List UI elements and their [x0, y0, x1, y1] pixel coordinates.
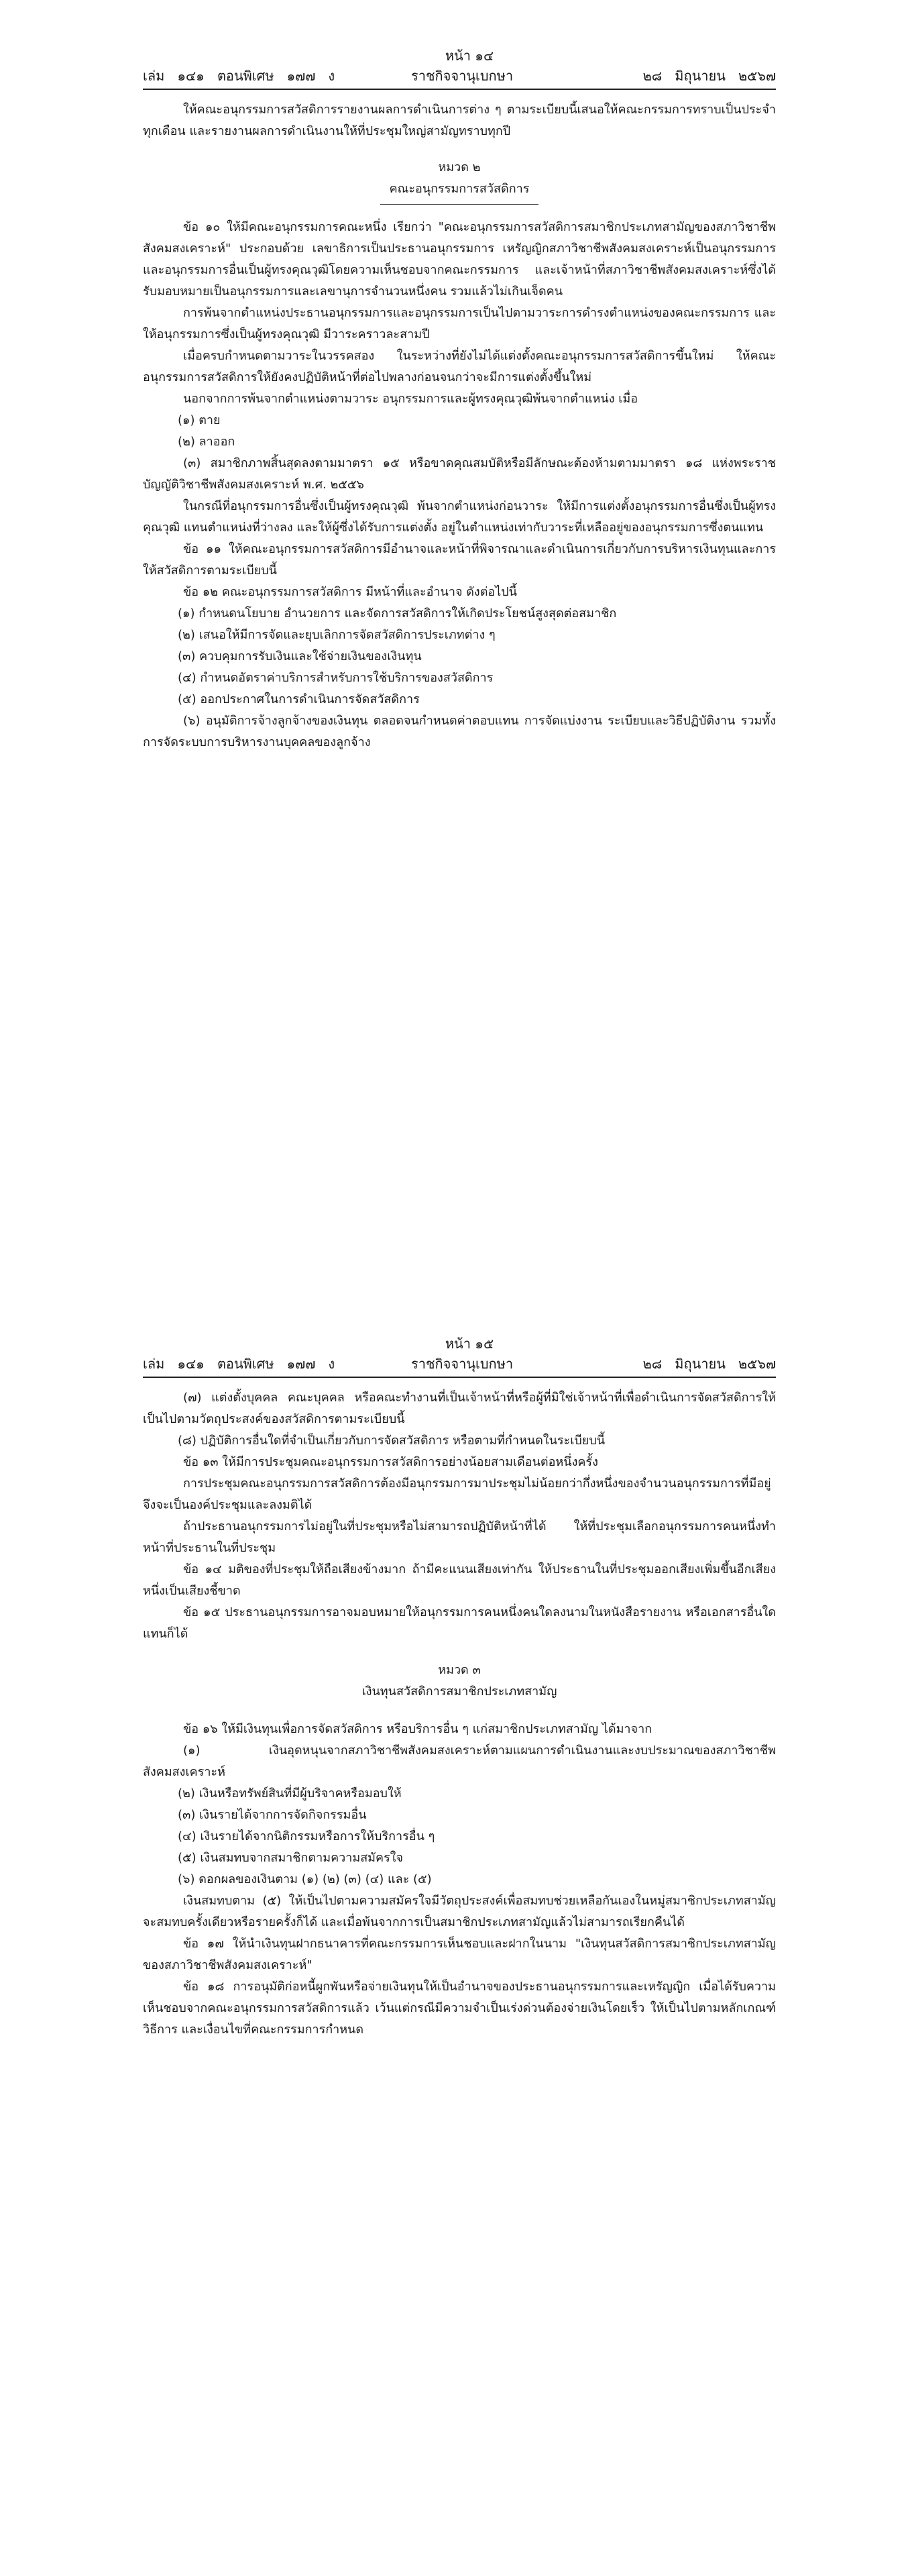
list-item: (๗) แต่งตั้งบุคคล คณะบุคคล หรือคณะทำงานที่เป็นเจ้าหน้าที่หรือผู้ที่มิใช่เจ้าหน้าที่เพื่อดำเนินการจัดสวัสดิการให้เป็นไปตามวัตถุประสงค์ของสวัสดิการตามระเบียบนี้: [143, 1391, 776, 1426]
list-item: (๖) ดอกผลของเงินตาม (๑) (๒) (๓) (๔) และ (๕): [178, 1872, 432, 1886]
page-number: หน้า ๑๔: [445, 48, 494, 64]
clause-paragraph: ข้อ ๑๖ ให้มีเงินทุนเพื่อการจัดสวัสดิการ หรือบริการอื่น ๆ แก่สมาชิกประเภทสามัญ ได้มาจาก: [183, 1722, 652, 1736]
gazette-page: [0, 1288, 910, 2576]
list-item: (๒) เงินหรือทรัพย์สินที่มีผู้บริจาคหรือมอบให้: [178, 1786, 402, 1801]
clause-paragraph: ข้อ ๑๐ ให้มีคณะอนุกรรมการคณะหนึ่ง เรียกว่า "คณะอนุกรรมการสวัสดิการสมาชิกประเภทสามัญของสภาวิชาชีพสังคมสงเคราะห์" ประกอบด้วย เลขาธิการเป็นประธานอนุกรรมการ เหรัญญิกสภาวิชาชีพสังคมสงเคราะห์เป็นอนุกรรมการ และอนุกรรมการอื่นเป็นผู้ทรงคุณวุฒิโดยความเห็นชอบจากคณะกรรมการ และเจ้าหน้าที่สภาวิชาชีพสังคมสงเคราะห์ซึ่งได้รับมอบหมายเป็นอนุกรรมการและเลขานุการจำนวนหนึ่งคน รวมแล้วไม่เกินเจ็ดคน: [143, 220, 776, 299]
clause-paragraph: ข้อ ๑๗ ให้นำเงินทุนฝากธนาคารที่คณะกรรมการเห็นชอบและฝากในนาม "เงินทุนสวัสดิการสมาชิกประเภทสามัญของสภาวิชาชีพสังคมสงเคราะห์": [143, 1937, 776, 1972]
page-body: [143, 90, 776, 753]
paragraph: ให้คณะอนุกรรมการสวัสดิการรายงานผลการดำเนินการต่าง ๆ ตามระเบียบนี้เสนอให้คณะกรรมการทราบเป็นประจำทุกเดือน และรายงานผลการดำเนินงานให้ที่ประชุมใหญ่สามัญทราบทุกปี: [143, 103, 776, 138]
paragraph: การพ้นจากตำแหน่งประธานอนุกรรมการและอนุกรรมการเป็นไปตามวาระการดำรงตำแหน่งของคณะกรรมการ และให้อนุกรรมการซึ่งเป็นผู้ทรงคุณวุฒิ มีวาระคราวละสามปี: [143, 306, 776, 341]
chapter-label: หมวด ๒: [438, 160, 481, 174]
paragraph: เงินสมทบตาม (๕) ให้เป็นไปตามความสมัครใจมีวัตถุประสงค์เพื่อสมทบช่วยเหลือกันเองในหมู่สมาชิกประเภทสามัญ จะสมทบครั้งเดียวหรือรายครั้งก็ได้ และเมื่อพ้นจากการเป็นสมาชิกประเภทสามัญแล้วไม่สามารถเรียกคืนได้: [143, 1894, 776, 1929]
list-item: (๓) เงินรายได้จากการจัดกิจกรรมอื่น: [178, 1808, 367, 1822]
clause-paragraph: ข้อ ๑๑ ให้คณะอนุกรรมการสวัสดิการมีอำนาจและหน้าที่พิจารณาและดำเนินการเกี่ยวกับการบริหารเงินทุนและการให้สวัสดิการตามระเบียบนี้: [143, 542, 776, 578]
page-body: [143, 1378, 776, 2041]
list-item: (๑) เงินอุดหนุนจากสภาวิชาชีพสังคมสงเคราะห์ตามแผนการดำเนินงานและงบประมาณของสภาวิชาชีพสังคมสงเคราะห์: [143, 1743, 776, 1779]
list-item: (๒) ลาออก: [178, 435, 235, 449]
list-item: (๘) ปฏิบัติการอื่นใดที่จำเป็นเกี่ยวกับการจัดสวัสดิการ หรือตามที่กำหนดในระเบียบนี้: [178, 1434, 606, 1448]
paragraph: นอกจากการพ้นจากตำแหน่งตามวาระ อนุกรรมการและผู้ทรงคุณวุฒิพ้นจากตำแหน่ง เมื่อ: [183, 392, 638, 406]
clause-paragraph: ข้อ ๑๒ คณะอนุกรรมการสวัสดิการ มีหน้าที่และอำนาจ ดังต่อไปนี้: [183, 585, 517, 599]
gazette-name: ราชกิจจานุเบกษา: [411, 1356, 514, 1372]
gazette-name: ราชกิจจานุเบกษา: [411, 68, 514, 84]
chapter-heading: [143, 157, 776, 205]
list-item: (๕) ออกประกาศในการดำเนินการจัดสวัสดิการ: [178, 692, 420, 706]
clause-paragraph: ข้อ ๑๕ ประธานอนุกรรมการอาจมอบหมายให้อนุกรรมการคนหนึ่งคนใดลงนามในหนังสือรายงาน หรือเอกสารอื่นใดแทนก็ได้: [143, 1605, 776, 1641]
gazette-header: [143, 1354, 776, 1378]
paragraph: เมื่อครบกำหนดตามวาระในวรรคสอง ในระหว่างที่ยังไม่ได้แต่งตั้งคณะอนุกรรมการสวัสดิการขึ้นใหม่ ให้คณะอนุกรรมการสวัสดิการให้ยังคงปฏิบัติหน้าที่ต่อไปพลางก่อนจนกว่าจะมีการแต่งตั้งขึ้นใหม่: [143, 349, 776, 384]
chapter-heading: [143, 1660, 776, 1707]
list-item: (๕) เงินสมทบจากสมาชิกตามความสมัครใจ: [178, 1851, 404, 1865]
chapter-title: คณะอนุกรรมการสวัสดิการ: [380, 178, 539, 205]
clause-paragraph: ข้อ ๑๔ มติของที่ประชุมให้ถือเสียงข้างมาก ถ้ามีคะแนนเสียงเท่ากัน ให้ประธานในที่ประชุมออกเสียงเพิ่มขึ้นอีกเสียงหนึ่งเป็นเสียงชี้ขาด: [143, 1562, 776, 1598]
chapter-title: เงินทุนสวัสดิการสมาชิกประเภทสามัญ: [361, 1684, 557, 1699]
paragraph: ถ้าประธานอนุกรรมการไม่อยู่ในที่ประชุมหรือไม่สามารถปฏิบัติหน้าที่ได้ ให้ที่ประชุมเลือกอนุกรรมการคนหนึ่งทำหน้าที่ประธานในที่ประชุม: [143, 1519, 776, 1555]
list-item: (๔) เงินรายได้จากนิติกรรมหรือการให้บริการอื่น ๆ: [178, 1829, 435, 1843]
volume-issue: เล่ม ๑๔๑ ตอนพิเศษ ๑๗๗ ง: [143, 1356, 335, 1372]
publication-date: ๒๘ มิถุนายน ๒๕๖๗: [642, 1356, 776, 1372]
clause-paragraph: ข้อ ๑๘ การอนุมัติก่อหนี้ผูกพันหรือจ่ายเงินทุนให้เป็นอำนาจของประธานอนุกรรมการและเหรัญญิก เมื่อได้รับความเห็นชอบจากคณะอนุกรรมการสวัสดิการแล้ว เว้นแต่กรณีมีความจำเป็นเร่งด่วนต้องจ่ายเงินโดยเร็ว ให้เป็นไปตามหลักเกณฑ์ วิธีการ และเงื่อนไขที่คณะกรรมการกำหนด: [143, 1980, 776, 2037]
volume-issue: เล่ม ๑๔๑ ตอนพิเศษ ๑๗๗ ง: [143, 68, 335, 84]
list-item: (๓) สมาชิกภาพสิ้นสุดลงตามมาตรา ๑๕ หรือขาดคุณสมบัติหรือมีลักษณะต้องห้ามตามมาตรา ๑๘ แห่งพระราชบัญญัติวิชาชีพสังคมสงเคราะห์ พ.ศ. ๒๕๕๖: [143, 456, 776, 492]
page-number: หน้า ๑๕: [445, 1336, 494, 1352]
list-item: (๔) กำหนดอัตราค่าบริการสำหรับการใช้บริการของสวัสดิการ: [178, 671, 494, 685]
publication-date: ๒๘ มิถุนายน ๒๕๖๗: [642, 68, 776, 84]
gazette-header: [143, 66, 776, 90]
paragraph: ในกรณีที่อนุกรรมการอื่นซึ่งเป็นผู้ทรงคุณวุฒิ พ้นจากตำแหน่งก่อนวาระ ให้มีการแต่งตั้งอนุกรรมการอื่นซึ่งเป็นผู้ทรงคุณวุฒิ แทนตำแหน่งที่ว่างลง และให้ผู้ซึ่งได้รับการแต่งตั้ง อยู่ในตำแหน่งเท่ากับวาระที่เหลืออยู่ของอนุกรรมการซึ่งตนแทน: [143, 499, 776, 535]
list-item: (๑) ตาย: [178, 413, 221, 427]
list-item: (๑) กำหนดนโยบาย อำนวยการ และจัดการสวัสดิการให้เกิดประโยชน์สูงสุดต่อสมาชิก: [178, 606, 617, 621]
clause-paragraph: ข้อ ๑๓ ให้มีการประชุมคณะอนุกรรมการสวัสดิการอย่างน้อยสามเดือนต่อหนึ่งครั้ง: [183, 1455, 598, 1469]
chapter-label: หมวด ๓: [438, 1663, 481, 1677]
list-item: (๒) เสนอให้มีการจัดและยุบเลิกการจัดสวัสดิการประเภทต่าง ๆ: [178, 628, 496, 642]
paragraph: การประชุมคณะอนุกรรมการสวัสดิการต้องมีอนุกรรมการมาประชุมไม่น้อยกว่ากึ่งหนึ่งของจำนวนอนุกรรมการที่มีอยู่ จึงจะเป็นองค์ประชุมและลงมติได้: [143, 1477, 771, 1512]
list-item: (๖) อนุมัติการจ้างลูกจ้างของเงินทุน ตลอดจนกำหนดค่าตอบแทน การจัดแบ่งงาน ระเบียบและวิธีปฏิบัติงาน รวมทั้งการจัดระบบการบริหารงานบุคคลของลูกจ้าง: [143, 714, 776, 749]
list-item: (๓) ควบคุมการรับเงินและใช้จ่ายเงินของเงินทุน: [178, 649, 422, 663]
